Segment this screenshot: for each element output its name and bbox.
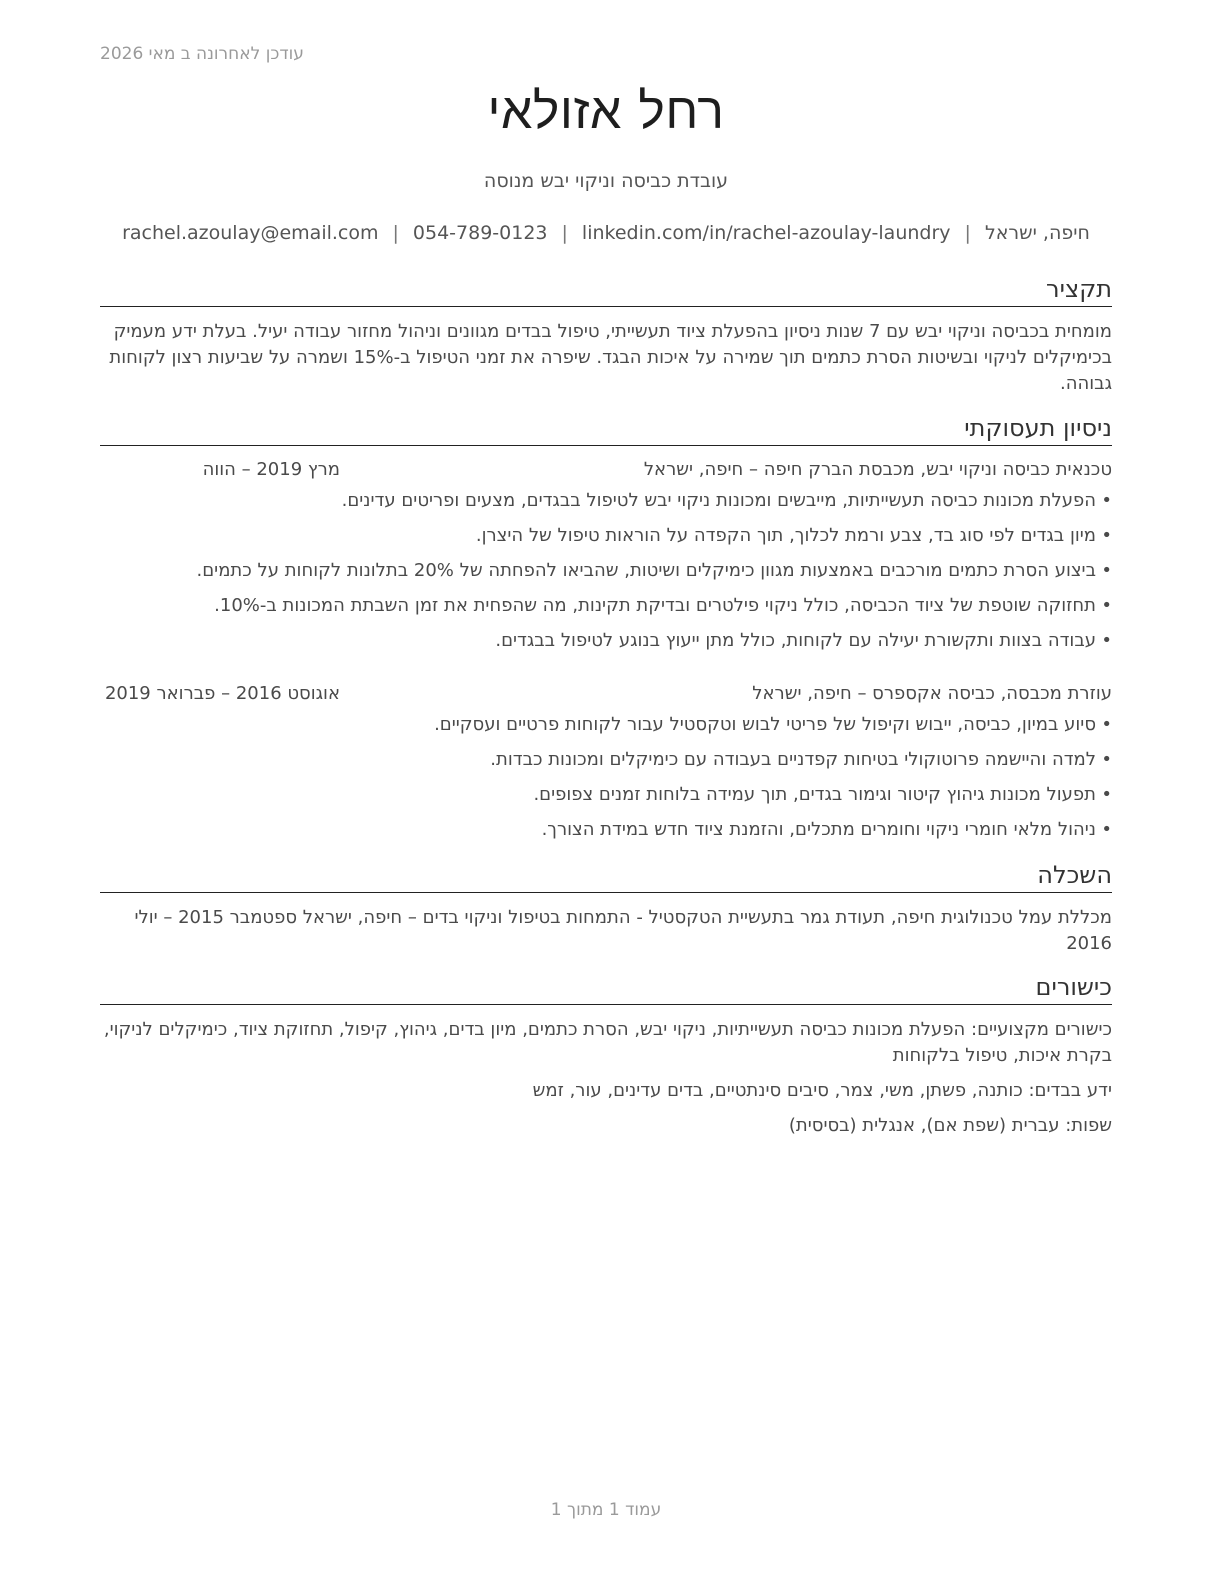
contact-separator: | [392, 222, 399, 244]
candidate-name: רחל אזולאי [487, 82, 725, 140]
list-item: • תחזוקה שוטפת של ציוד הכביסה, כולל ניקוי פילטרים ובדיקת תקינות, מה שהפחית את זמן השבתת המכונות ב-10%. [214, 595, 1112, 616]
job-dates: מרץ 2019 – הווה [202, 459, 340, 480]
list-item: • תפעול מכונות גיהוץ קיטור וגימור בגדים, תוך עמידה בלוחות זמנים צפופים. [533, 784, 1112, 805]
contact-phone[interactable]: 054-789-0123 [412, 222, 548, 244]
last-updated-label: עודכן לאחרונה ב מאי 2026 [100, 44, 304, 64]
list-item: • למדה והיישמה פרוטוקולי בטיחות קפדניים בעבודה עם כימיקלים ומכונות כבדות. [490, 749, 1112, 770]
list-item: • מיון בגדים לפי סוג בד, צבע ורמת לכלוך, תוך הקפדה על הוראות טיפול של היצרן. [475, 525, 1112, 546]
contact-email[interactable]: rachel.azoulay@email.com [122, 222, 379, 244]
list-item: • הפעלת מכונות כביסה תעשייתיות, מייבשים ומכונות ניקוי יבש לטיפול בבגדים, מצעים ופריטים עדינים. [341, 490, 1112, 511]
list-item: • ניהול מלאי חומרי ניקוי וחומרים מתכלים, והזמנת ציוד חדש במידת הצורך. [541, 819, 1112, 840]
list-item: • סיוע במיון, כביסה, ייבוש וקיפול של פריטי לבוש וטקסטיל עבור לקוחות פרטיים ועסקיים. [434, 714, 1112, 735]
job-bullets [100, 489, 1112, 664]
skills-professional: כישורים מקצועיים: הפעלת מכונות כביסה תעשייתיות, ניקוי יבש, הסרת כתמים, מיון בדים, גיהוץ, קיפול, תחזוקת ציוד, כימיקלים לניקוי, בקרת איכות, טיפול בלקוחות [103, 1019, 1112, 1066]
section-title-summary: תקציר [100, 274, 1112, 307]
skills-languages: שפות: עברית (שפת אם), אנגלית (בסיסית) [788, 1115, 1112, 1136]
job-bullets [100, 713, 1112, 853]
summary-text: מומחית בכביסה וניקוי יבש עם 7 שנות ניסיון בהפעלת ציוד תעשייתי, טיפול בבדים מגוונים וניהול מחזור עבודה יעיל. בעלת ידע מעמיק בכימיקלים לניקוי ובשיטות הסרת כתמים תוך שמירה על איכות הבגד. שיפרה את זמני הטיפול ב-15% ושמרה על שביעות רצון לקוחות גבוהה. [109, 321, 1112, 394]
job-role: טכנאית כביסה וניקוי יבש, מכבסת הברק חיפה – חיפה, ישראל [643, 459, 1112, 480]
skills-fabrics: ידע בבדים: כותנה, פשתן, משי, צמר, סיבים סינתטיים, בדים עדינים, עור, זמש [532, 1080, 1112, 1101]
contact-separator: | [964, 222, 971, 244]
list-item: • עבודה בצוות ותקשורת יעילה עם לקוחות, כולל מתן ייעוץ בנוגע לטיפול בבגדים. [495, 630, 1112, 651]
candidate-headline: עובדת כביסה וניקוי יבש מנוסה [483, 170, 729, 192]
resume-page [100, 0, 1112, 1584]
job-role: עוזרת מכבסה, כביסה אקספרס – חיפה, ישראל [752, 683, 1112, 704]
contact-location: חיפה, ישראל [984, 222, 1090, 244]
list-item: • ביצוע הסרת כתמים מורכבים באמצעות מגוון כימיקלים ושיטות, שהביאו להפחתה של 20% בתלונות לקוחות על כתמים. [196, 560, 1112, 581]
section-title-skills: כישורים [100, 972, 1112, 1005]
section-title-experience: ניסיון תעסוקתי [100, 413, 1112, 446]
education-dates: ספטמבר 2015 – יולי 2016 [134, 907, 1112, 954]
contact-line [100, 222, 1112, 244]
page-number: עמוד 1 מתוך 1 [550, 1500, 662, 1520]
education-text: מכללת עמל טכנולוגית חיפה, תעודת גמר בתעשיית הטקסטיל - התמחות בטיפול וניקוי בדים – חיפה, ישראל [302, 907, 1112, 928]
contact-separator: | [561, 222, 568, 244]
contact-linkedin[interactable]: linkedin.com/in/rachel-azoulay-laundry [581, 222, 951, 244]
education-entry [100, 905, 1112, 957]
job-dates: אוגוסט 2016 – פברואר 2019 [104, 683, 340, 704]
section-title-education: השכלה [100, 860, 1112, 893]
